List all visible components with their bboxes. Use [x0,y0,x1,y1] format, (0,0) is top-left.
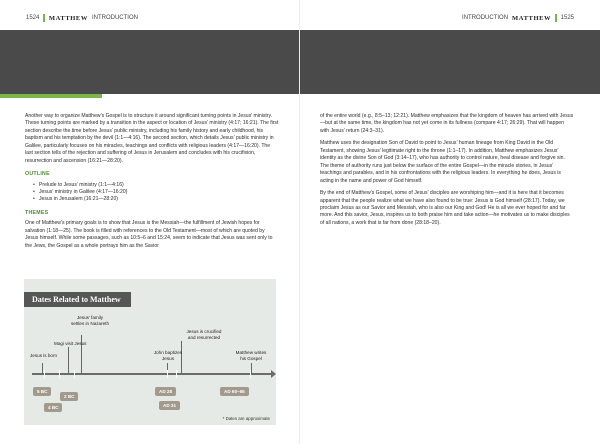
outline-item: • Prelude to Jesus’ ministry (1:1—4:16) [33,182,279,189]
outline-list [33,182,279,204]
running-head-divider [43,14,45,22]
section-name: INTRODUCTION [462,15,509,21]
date-badge: AD 28 [155,387,176,396]
timeline-event-label: John baptizes Jesus [153,350,183,361]
body-paragraph: Another way to organize Matthew’s Gospel is to structure it around significant turning points in Jesus’ ministry. These turning points are marked by a transition in the aspect or location of Jesus’ ministry (4:17; 16:21). The first section describe the time before Jesus’ public ministry, including his family history and early childhood, his baptism and his temptation by the devil (1:1—4:16). The second section, which details Jesus’ public ministry in Galilee, particularly focuses on his miracles, teachings and conflicts with religious leaders (4:17—16:20). The last section tells of the rejection and suffering of Jesus in Jerusalem and concludes with his crucifixion, resurrection and ascension (16:21—28:20). [25,113,279,164]
timeline-axis [32,373,272,375]
header-banner [0,30,300,94]
axis-tick [250,370,251,378]
body-paragraph: Matthew uses the designation Son of David to point to Jesus’ human lineage from King David in the Old Testament, showing Jesus’ legitimate right to the throne (1:1–17). In addition, Matthew emphasizes Jesus’ identity as the divine Son of God (3:14–17), who has authority to control nature, heal disease and forgive sin. The theme of authority runs just below the surface of the entire Gospel—in the miracle stories, in Jesus’ teachings and parables, and in his confrontations with the religious leaders. In everything he does, Jesus is acting in the name and power of God himself. [320,140,565,184]
date-badge: AD 60–65 [220,387,249,396]
page-number: 1525 [560,15,574,21]
axis-tick [176,370,177,378]
body-paragraph: By the end of Matthew’s Gospel, some of Jesus’ disciples are worshiping him—and it is here that it becomes apparent that the people realize what we have also found to be true: Jesus is God himself (28:17). Today, we proclaim Jesus as our Savior and Messiah, who is also our King and God! He is all we ever hoped for and far more. And this savior, Jesus, inspires us to both praise him and take action—he motivates us to make disciples of all nations, a work that is far from done (28:18–20). [320,190,570,226]
event-connector [68,347,69,373]
book-name: MATTHEW [512,14,552,22]
page-number: 1524 [26,15,40,21]
date-badge: AD 31 [159,401,180,410]
outline-heading: OUTLINE [25,171,50,178]
header-banner [300,30,600,94]
date-badge: 4 BC [44,403,62,412]
event-connector [42,363,43,373]
themes-heading: THEMES [25,209,49,216]
timeline-event-label: Jesus’ family settles in Nazareth [70,315,110,326]
timeline-event-label: Magi visit Jesus [54,341,87,346]
timeline-event-label: Jesus is crucified and resurrected [186,329,222,340]
timeline-title: Dates Related to Matthew [24,292,131,307]
running-head-divider [555,14,557,22]
date-badge: 2 BC [60,392,78,401]
outline-item: • Jesus in Jerusalem (16:21—28:20) [33,196,279,203]
axis-tick [74,370,75,378]
book-name: MATTHEW [48,14,88,22]
themes-paragraph: One of Matthew’s primary goals is to show that Jesus is the Messiah—the fulfillment of Jewish hopes for salvation (1:18—25). The book is filled with references to the Old Testament—most of which are quoted by Jesus himself. While some passages, such as 10:5–6 and 15:24, seem to indicate that Jesus was sent only to the Jews, the Gospel as a whole portrays him as the Savior [25,220,273,249]
accent-bar [0,94,102,98]
axis-tick [167,370,168,378]
outline-item: • Jesus’ ministry in Galilee (4:17—16:20) [33,189,279,196]
running-head-right [462,14,574,22]
date-badge: 5 BC [33,387,51,396]
axis-tick [59,370,60,378]
running-head-left [26,14,138,22]
section-name: INTRODUCTION [91,15,138,21]
timeline-event-label: Matthew writes his Gospel [235,350,267,361]
body-paragraph: of the entire world (e.g., 8:5–13; 12:21). Matthew emphasizes that the kingdom of heaven has arrived with Jesus—but at the same time, the kingdom has not yet come in its fullness (compare 4:17; 26:29). That will happen with Jesus’ return (24:3–31). [320,113,574,134]
right-column [320,113,574,232]
right-page [300,0,600,444]
timeline-footnote: * Dates are approximate [222,416,270,421]
axis-tick [44,370,45,378]
dates-timeline [24,279,276,425]
left-column [25,113,279,255]
timeline-event-label: Jesus is born [30,353,58,358]
event-connector [251,363,252,373]
